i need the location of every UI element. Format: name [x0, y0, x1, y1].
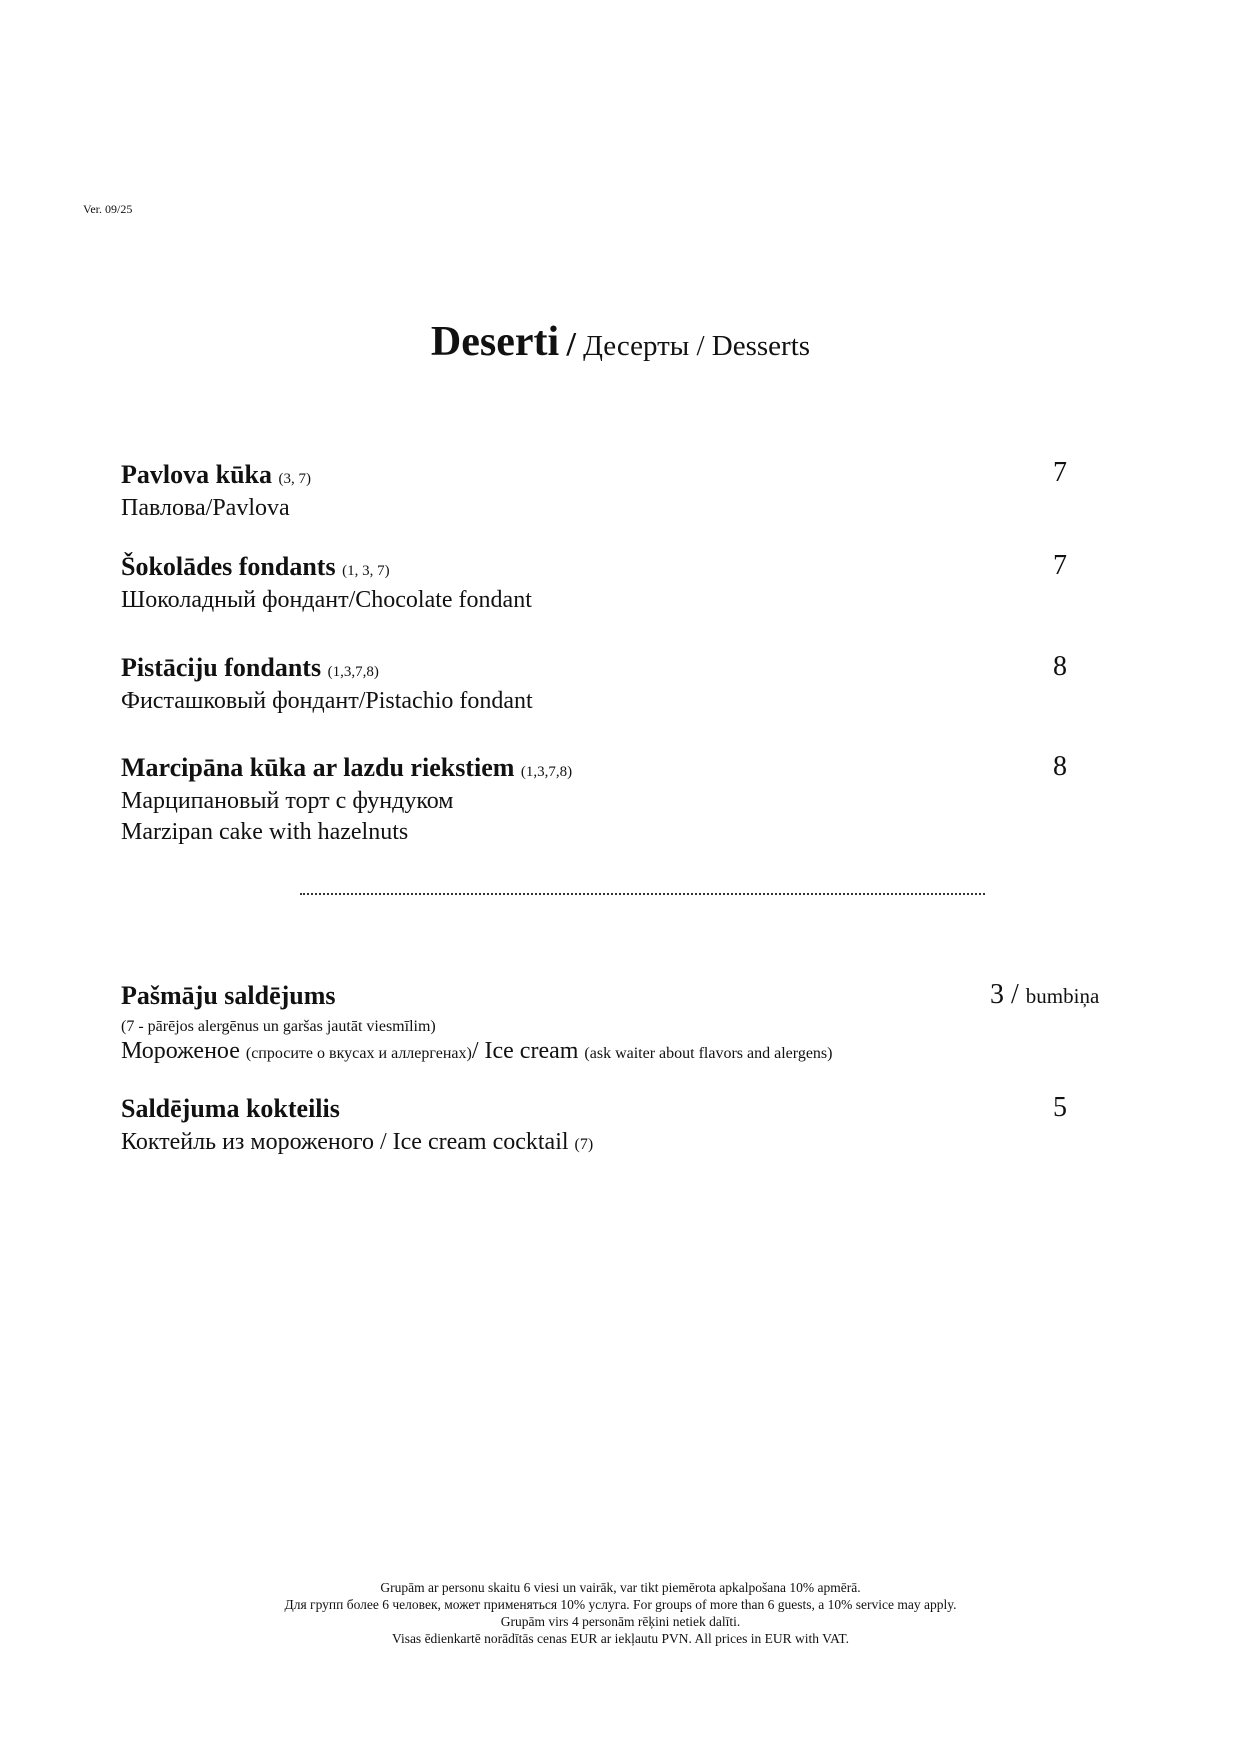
title-main: Deserti	[430, 319, 560, 365]
footer-line-service-ru-en: Для групп более 6 человек, может применяться 10% услуга. For groups of more than 6 guests, a 10% service may apply.	[284, 1597, 957, 1612]
version-label: Ver. 09/25	[83, 202, 133, 216]
title-slash: /	[566, 326, 576, 363]
menu-item-price	[990, 979, 1099, 1012]
menu-item-description: Павлова/Pavlova	[121, 495, 290, 521]
menu-item-description	[121, 1036, 832, 1069]
menu-item-name	[121, 652, 379, 688]
menu-item-name	[121, 459, 311, 495]
item-name-text: Pistāciju fondants	[121, 653, 322, 682]
menu-item-name	[121, 752, 572, 788]
menu-item-name: Saldējuma kokteilis	[121, 1094, 340, 1123]
footer-line-bills: Grupām virs 4 personām rēķini netiek dalīti.	[500, 1614, 741, 1629]
allergen-codes: (7)	[574, 1136, 594, 1153]
menu-item-price: 8	[1053, 651, 1067, 682]
desc-en-note: (ask waiter about flavors and alergens)	[584, 1045, 833, 1062]
footer-line-prices: Visas ēdienkartē norādītās cenas EUR ar iekļautu PVN. All prices in EUR with VAT.	[392, 1631, 849, 1646]
desc-text: Коктейль из мороженого / Ice cream cocktail	[121, 1129, 569, 1155]
menu-item-description-ru: Марципановый торт с фундуком	[121, 788, 454, 814]
desc-en: Ice cream	[484, 1038, 579, 1064]
menu-item-price: 8	[1053, 751, 1067, 782]
allergen-codes: (1, 3, 7)	[342, 563, 390, 579]
footer-line-service: Grupām ar personu skaitu 6 viesi un vairāk, var tikt piemērota apkalpošana 10% apmērā.	[380, 1580, 861, 1595]
allergen-note: (7 - pārējos alergēnus un garšas jautāt viesmīlim)	[121, 1018, 436, 1035]
menu-item-name: Pašmāju saldējums	[121, 981, 336, 1010]
menu-item-price: 7	[1053, 457, 1067, 488]
menu-item-name	[121, 551, 390, 587]
page-title	[0, 319, 1241, 366]
menu-item-description: Шоколадный фондант/Chocolate fondant	[121, 587, 532, 613]
title-rest: Десерты / Desserts	[583, 330, 811, 362]
desc-ru-note: (спросите о вкусах и аллергенах)	[245, 1045, 472, 1062]
menu-item-price: 5	[1053, 1092, 1067, 1123]
menu-item-description-en: Marzipan cake with hazelnuts	[121, 819, 409, 845]
section-divider	[300, 893, 985, 895]
item-name-text: Pavlova kūka	[121, 460, 272, 489]
item-name-text: Šokolādes fondants	[121, 552, 336, 581]
allergen-codes: (3, 7)	[278, 471, 311, 487]
desc-ru: Мороженое	[121, 1038, 240, 1064]
item-name-text: Marcipāna kūka ar lazdu riekstiem	[121, 753, 515, 782]
menu-item-description	[121, 1127, 593, 1160]
allergen-codes: (1,3,7,8)	[520, 764, 573, 780]
desc-separator: /	[471, 1038, 485, 1064]
price-value: 3 /	[990, 979, 1019, 1010]
allergen-codes: (1,3,7,8)	[327, 664, 379, 680]
price-unit: bumbiņa	[1025, 984, 1100, 1008]
menu-item-price: 7	[1053, 550, 1067, 581]
menu-item-description: Фисташковый фондант/Pistachio fondant	[121, 688, 533, 714]
